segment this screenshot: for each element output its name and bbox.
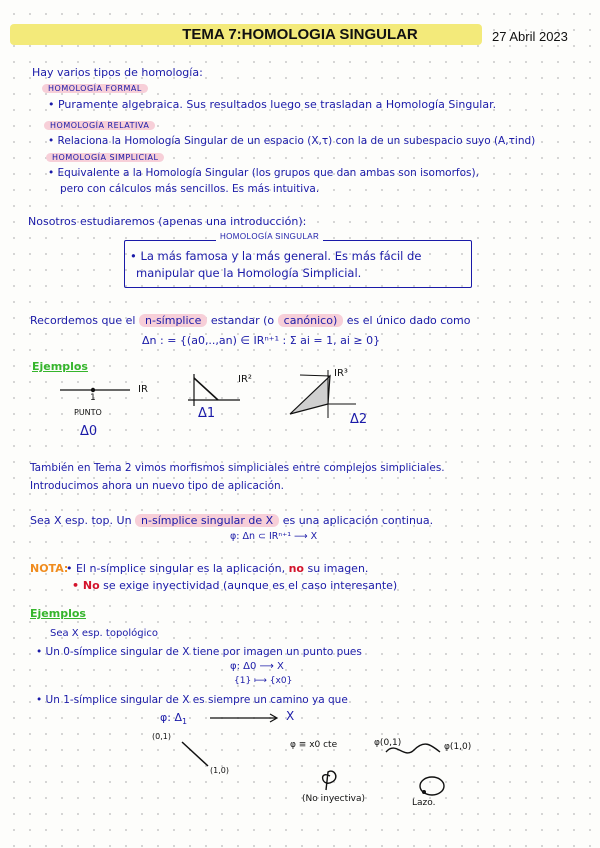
label-homologia-simplicial: HOMOLOGÍA SIMPLICIAL bbox=[46, 153, 164, 162]
one-simplex-line: • Un 1-símplice singular de X es siempre un camino ya que bbox=[36, 694, 348, 706]
delta2-axis-1 bbox=[300, 375, 330, 376]
phi10-label: φ(1,0) bbox=[444, 742, 472, 752]
r3-label: IR³ bbox=[334, 368, 348, 379]
canonico-term: canónico) bbox=[278, 314, 344, 327]
map1-target: X bbox=[286, 709, 295, 723]
delta1-example-segment bbox=[182, 742, 208, 766]
map0-line2: {1} ⟼ {x0} bbox=[234, 676, 293, 686]
zero-simplex-line: • Un 0-símplice singular de X tiene por imagen un punto pues bbox=[36, 646, 362, 658]
definition-line bbox=[30, 514, 433, 527]
box-text-1: • La más famosa y la más general. Es más fácil de bbox=[130, 249, 422, 263]
delta0-point bbox=[91, 388, 95, 392]
one-label: 1 bbox=[90, 393, 96, 403]
simplicial-description-2: pero con cálculos más sencillos. Es más intuitiva. bbox=[60, 183, 320, 195]
formal-description: • Puramente algebraica. Sus resultados luego se trasladan a Homología Singular. bbox=[48, 98, 497, 111]
lazo-label: Lazo. bbox=[412, 798, 436, 808]
nota-line1-no: no bbox=[288, 562, 304, 575]
box-label-singular: HOMOLOGÍA SINGULAR bbox=[216, 232, 323, 241]
pt10-label: (1,0) bbox=[210, 766, 229, 775]
punto-label: PUNTO bbox=[74, 408, 102, 417]
label-homologia-relativa: HOMOLOGÍA RELATIVA bbox=[44, 121, 155, 130]
definition-b: es una aplicación continua. bbox=[282, 514, 434, 527]
nota-line1-b: su imagen. bbox=[307, 562, 369, 575]
ejemplos-title-1: Ejemplos bbox=[32, 360, 88, 373]
lazo-point bbox=[422, 790, 426, 794]
nota-line2-no: • No bbox=[72, 579, 100, 592]
page-date: 27 Abril 2023 bbox=[492, 29, 568, 44]
simplex-formula: Δn : = {(a0,..,an) ∈ IRⁿ⁺¹ : Σ ai = 1, ai ≥ 0} bbox=[142, 334, 381, 347]
pt01-label: (0,1) bbox=[152, 732, 171, 741]
definition-highlight: n-símplice singular de X bbox=[135, 514, 279, 527]
phi01-label: φ(0,1) bbox=[374, 738, 402, 748]
study-line: Nosotros estudiaremos (apenas una introducción): bbox=[28, 215, 307, 228]
delta2-label: Δ2 bbox=[350, 412, 368, 427]
recall-a: Recordemos que el bbox=[30, 314, 136, 327]
delta0-label: Δ0 bbox=[80, 424, 98, 439]
const-label: φ ≡ x0 cte bbox=[290, 740, 338, 750]
intro-line: Hay varios tipos de homología: bbox=[32, 66, 203, 79]
label-homologia-formal: HOMOLOGÍA FORMAL bbox=[42, 84, 148, 93]
constant-loop bbox=[323, 771, 336, 790]
nota-line1-a: • El n-símplice singular es la aplicación, bbox=[66, 562, 286, 575]
relativa-description: • Relaciona la Homología Singular de un espacio (X,τ) con la de un subespacio suyo (A,τind) bbox=[48, 135, 536, 147]
simplicial-description-1: • Equivalente a la Homología Singular (los grupos que dan ambas son isomorfos), bbox=[48, 167, 479, 179]
nota-line-1 bbox=[66, 562, 368, 575]
map1-left: φ: $\Delta_1$ bbox=[160, 711, 188, 727]
page-title: TEMA 7:HOMOLOGIA SINGULAR bbox=[182, 26, 418, 43]
definition-map: φ: Δn ⊂ IRⁿ⁺¹ ⟶ X bbox=[230, 531, 318, 542]
nota-line2-b: se exige inyectividad (aunque es el caso interesante) bbox=[103, 579, 398, 592]
box-text-2: manipular que la Homología Simplicial. bbox=[136, 266, 362, 280]
ejemplos-title-2: Ejemplos bbox=[30, 607, 86, 620]
delta1-segment bbox=[194, 378, 218, 400]
delta1-label: Δ1 bbox=[198, 406, 216, 421]
sea-line: Sea X esp. topológico bbox=[50, 628, 159, 639]
recall-c: es el único dado como bbox=[346, 314, 471, 327]
definition-a: Sea X esp. top. Un bbox=[30, 514, 132, 527]
r2-label: IR² bbox=[238, 374, 252, 385]
nota-line-2 bbox=[72, 579, 397, 592]
morfismos-line-2: Introducimos ahora un nuevo tipo de aplicación. bbox=[30, 480, 285, 492]
n-simplice-term: n-símplice bbox=[139, 314, 207, 327]
delta2-face bbox=[290, 376, 330, 414]
recall-b: estandar (o bbox=[210, 314, 275, 327]
no-inyectiva-label: (No inyectiva) bbox=[302, 794, 366, 804]
r-label: IR bbox=[138, 384, 148, 395]
nota-label: NOTA: bbox=[30, 562, 69, 575]
morfismos-line-1: También en Tema 2 vimos morfismos simpliciales entre complejos simpliciales. bbox=[30, 462, 445, 474]
map0-line1: φ: Δ0 ⟶ X bbox=[230, 661, 284, 672]
